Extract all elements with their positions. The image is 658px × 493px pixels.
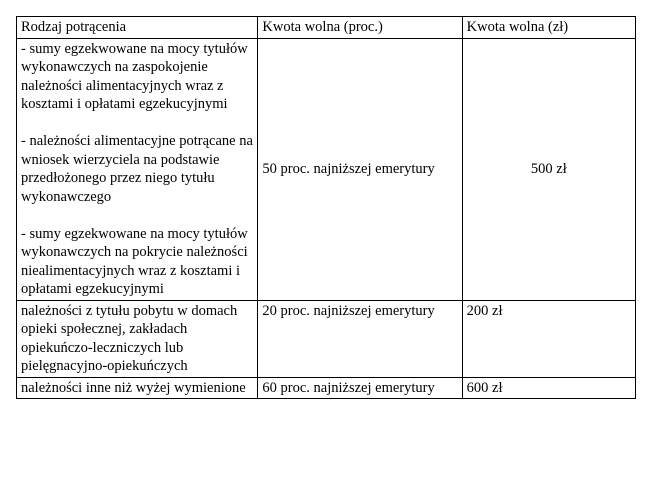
column-header-amount: Kwota wolna (zł) <box>462 17 635 39</box>
table-row <box>17 38 636 300</box>
deduction-type-paragraph: - sumy egzekwowane na mocy tytułów wykonawczych na zaspokojenie należności alimentacyjnych wraz z kosztami i opłatami egzekucyjnymi <box>21 40 248 112</box>
column-header-percent: Kwota wolna (proc.) <box>258 17 462 39</box>
paragraph-spacer <box>21 114 253 133</box>
table-header-row <box>17 17 636 39</box>
percent-cell: 20 proc. najniższej emerytury <box>258 300 462 377</box>
deduction-type-paragraph: - sumy egzekwowane na mocy tytułów wykonawczych na pokrycie należności niealimentacyjnych wraz z kosztami i opłatami egzekucyjnymi <box>21 225 248 297</box>
percent-cell: 60 proc. najniższej emerytury <box>258 377 462 399</box>
table-row <box>17 300 636 377</box>
column-header-type: Rodzaj potrącenia <box>17 17 258 39</box>
paragraph-spacer <box>21 206 253 225</box>
table-row <box>17 377 636 399</box>
amount-cell: 600 zł <box>462 377 635 399</box>
deduction-type-paragraph: - należności alimentacyjne potrącane na wniosek wierzyciela na podstawie przedłożonego przez niego tytułu wykonawczego <box>21 133 253 205</box>
deduction-type-cell: należności inne niż wyżej wymienione <box>17 377 258 399</box>
amount-cell: 500 zł <box>462 38 635 300</box>
percent-cell: 50 proc. najniższej emerytury <box>258 38 462 300</box>
deduction-type-cell: należności z tytułu pobytu w domach opieki społecznej, zakładach opiekuńczo-leczniczych lub pielęgnacyjno-opiekuńczych <box>17 300 258 377</box>
amount-cell: 200 zł <box>462 300 635 377</box>
deduction-type-cell <box>17 38 258 300</box>
deduction-table <box>16 16 636 399</box>
